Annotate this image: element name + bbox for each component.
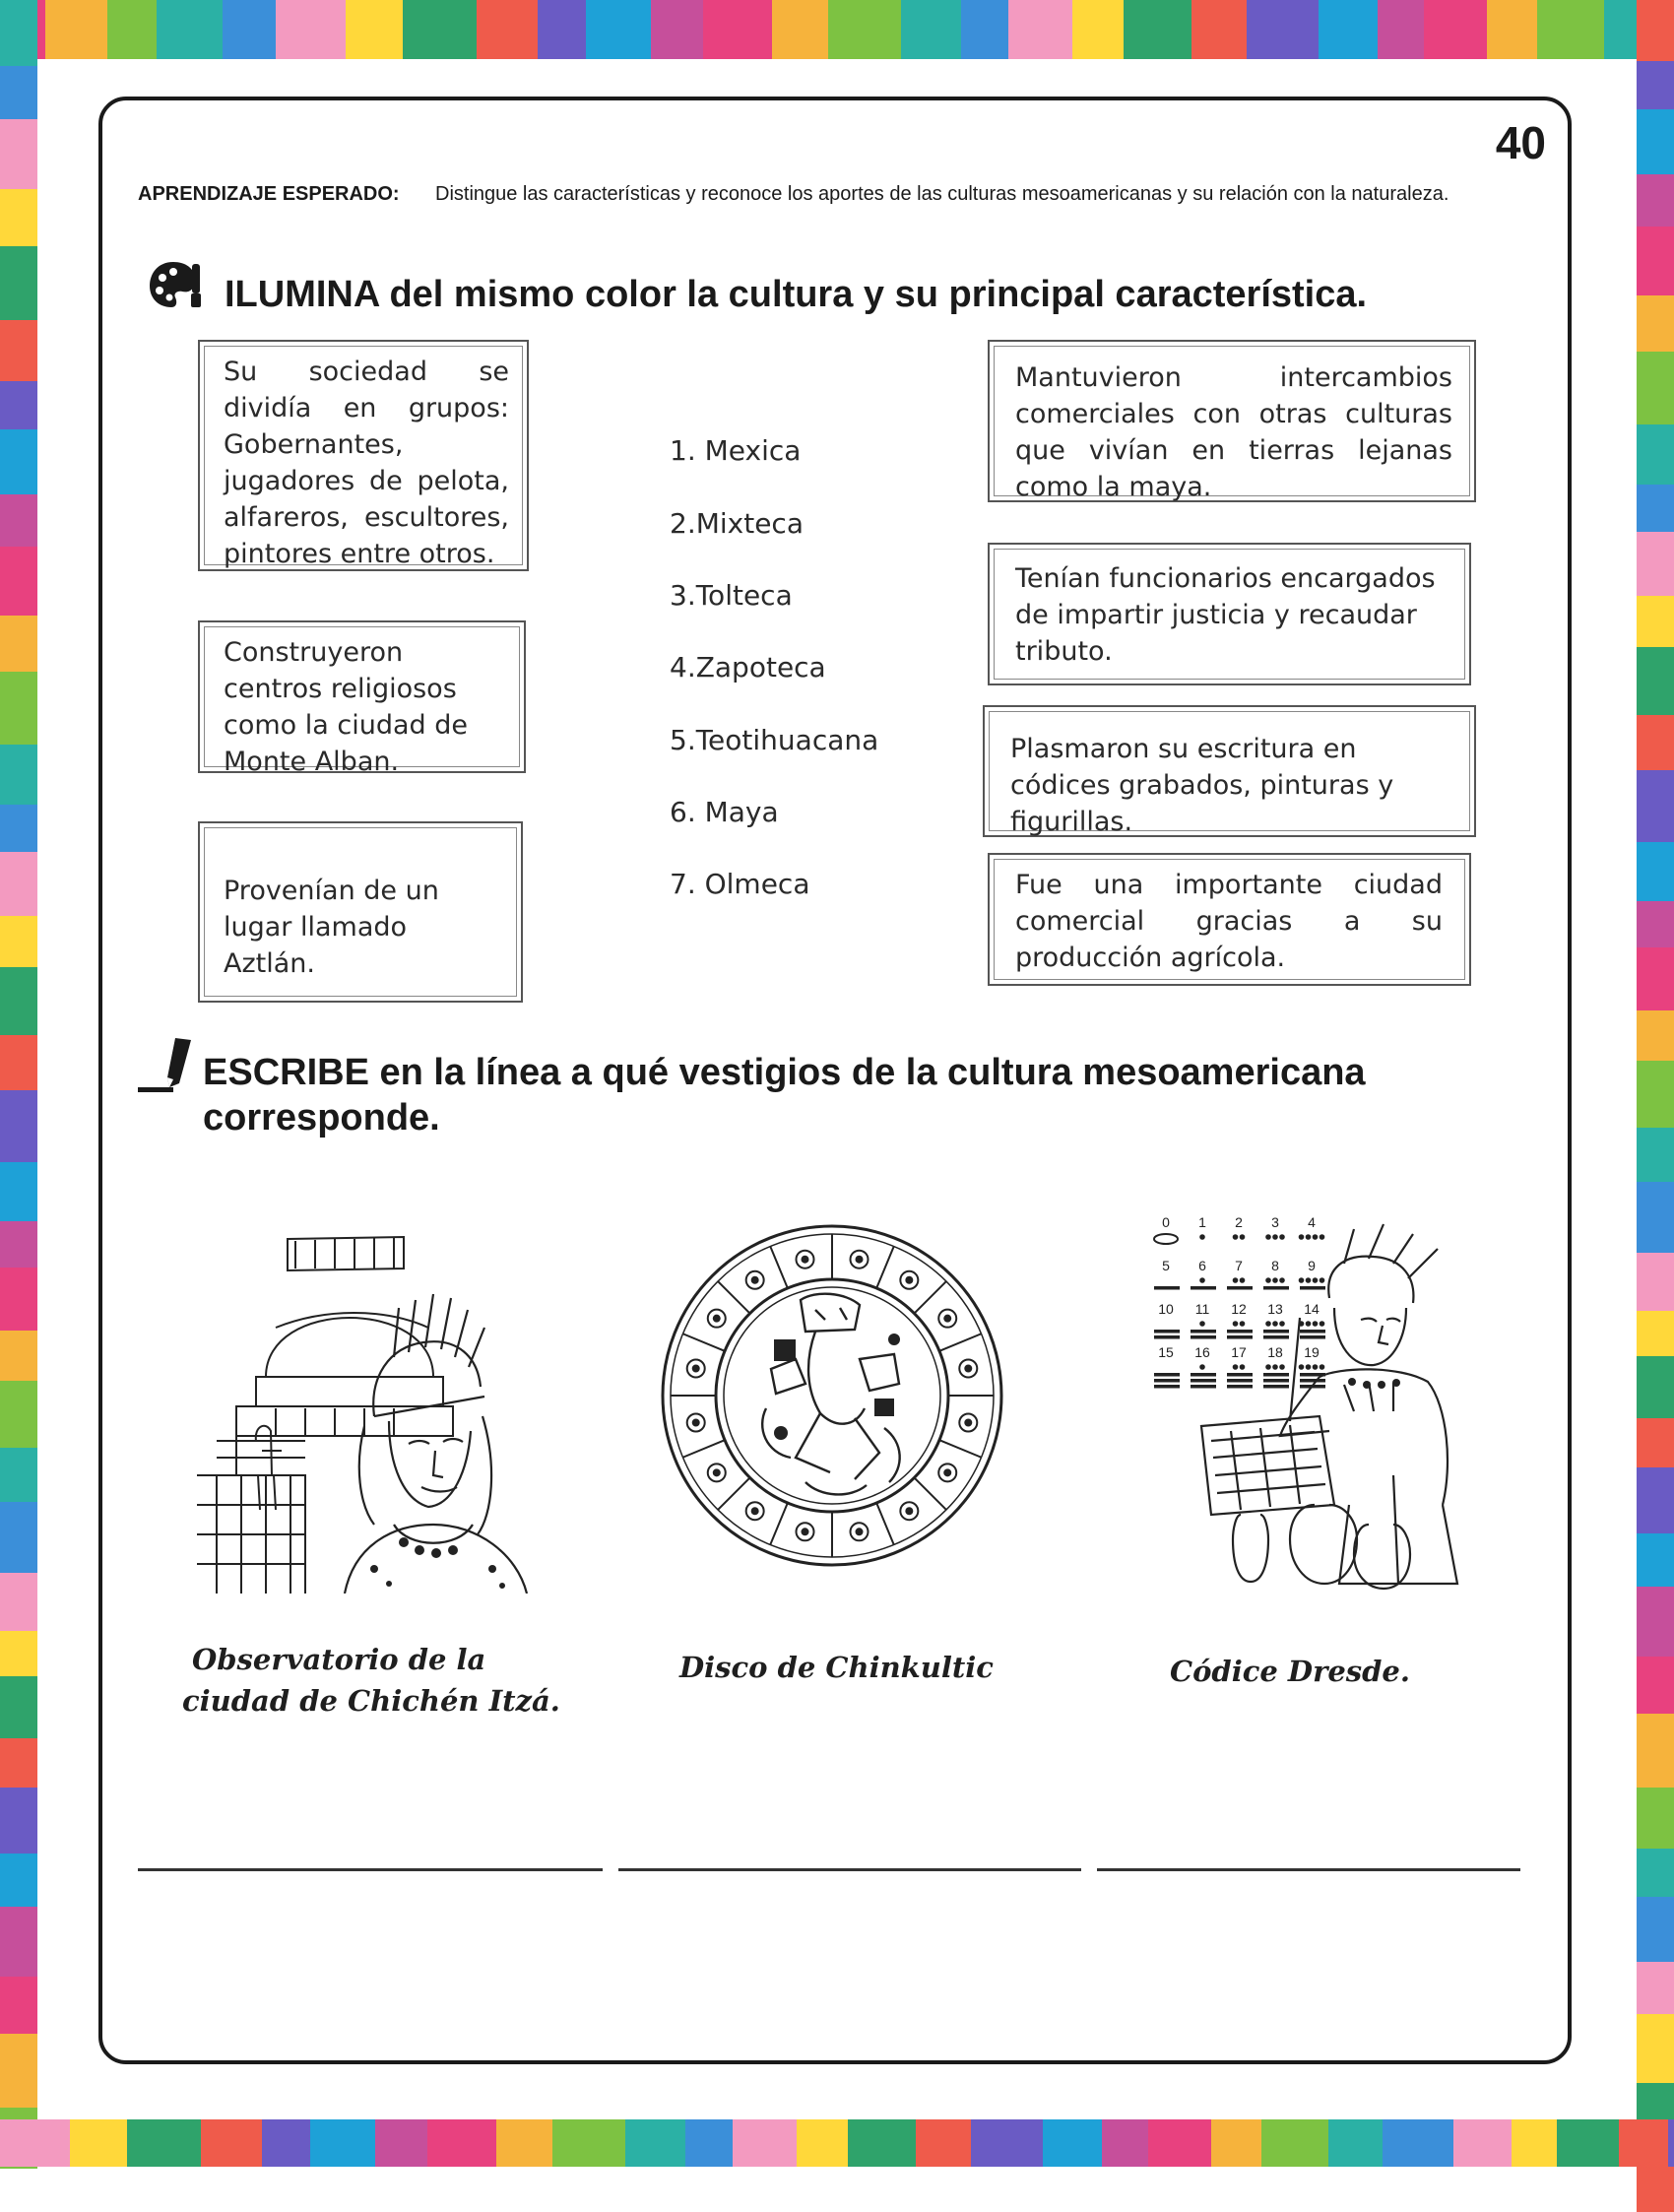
maya-dot-glyph (1306, 1277, 1312, 1283)
maya-bar-glyph (1300, 1379, 1325, 1383)
maya-dot-glyph (1240, 1277, 1246, 1283)
maya-numeral-label: 6 (1198, 1258, 1206, 1273)
characteristic-box-left-2 (198, 620, 526, 777)
maya-bar-glyph (1227, 1335, 1253, 1339)
maya-dot-glyph (1313, 1234, 1319, 1240)
maya-dot-glyph (1320, 1321, 1325, 1327)
maya-numeral-label: 19 (1304, 1344, 1320, 1360)
maya-dot-glyph (1279, 1364, 1285, 1370)
maya-bar-glyph (1300, 1330, 1325, 1334)
maya-numeral-label: 2 (1235, 1214, 1243, 1230)
palette-icon (148, 258, 203, 311)
maya-dot-glyph (1233, 1277, 1239, 1283)
page-number: 40 (1495, 117, 1546, 168)
maya-bar-glyph (1154, 1330, 1180, 1334)
maya-dot-glyph (1272, 1364, 1278, 1370)
maya-bar-glyph (1191, 1385, 1216, 1389)
maya-numeral-label: 8 (1271, 1258, 1279, 1273)
maya-bar-glyph (1263, 1385, 1289, 1389)
pencil-icon (138, 1034, 197, 1095)
maya-bar-glyph (1263, 1373, 1289, 1377)
maya-numeral-label: 5 (1162, 1258, 1170, 1273)
maya-numeral-label: 0 (1162, 1214, 1170, 1230)
maya-dot-glyph (1265, 1234, 1271, 1240)
maya-dot-glyph (1299, 1277, 1305, 1283)
maya-bar-glyph (1227, 1373, 1253, 1377)
maya-numeral-label: 18 (1267, 1344, 1283, 1360)
maya-bar-glyph (1154, 1373, 1180, 1377)
maya-bar-glyph (1300, 1286, 1325, 1290)
chinkultic-disc-illustration (658, 1221, 1006, 1570)
maya-bar-glyph (1227, 1330, 1253, 1334)
maya-dot-glyph (1233, 1321, 1239, 1327)
maya-bar-glyph (1227, 1286, 1253, 1290)
maya-dot-glyph (1199, 1234, 1205, 1240)
characteristic-box-left-3 (198, 821, 523, 1003)
maya-bar-glyph (1263, 1379, 1289, 1383)
maya-dot-glyph (1279, 1234, 1285, 1240)
characteristic-box-right-2 (988, 543, 1471, 685)
caption-codice: Códice Dresde. (1170, 1655, 1410, 1688)
maya-dot-glyph (1272, 1277, 1278, 1283)
maya-bar-glyph (1154, 1379, 1180, 1383)
maya-numeral-label: 11 (1194, 1301, 1210, 1317)
maya-dot-glyph (1279, 1321, 1285, 1327)
maya-numeral-label: 4 (1308, 1214, 1316, 1230)
characteristic-box-right-1 (988, 340, 1476, 502)
maya-dot-glyph (1240, 1321, 1246, 1327)
maya-dot-glyph (1299, 1234, 1305, 1240)
maya-numeral-label: 1 (1198, 1214, 1206, 1230)
objective-text: Distingue las características y reconoce los aportes de las culturas mesoamericanas y su relación con la naturaleza. (435, 183, 1449, 205)
maya-dot-glyph (1240, 1364, 1246, 1370)
maya-numeral-label: 3 (1271, 1214, 1279, 1230)
maya-dot-glyph (1265, 1277, 1271, 1283)
culture-item: 2.Mixteca (670, 507, 804, 540)
maya-numeral-label: 17 (1231, 1344, 1247, 1360)
answer-line-1[interactable] (138, 1868, 603, 1871)
left-pencil-border (0, 0, 37, 2167)
culture-item: 4.Zapoteca (670, 651, 826, 683)
culture-item: 6. Maya (670, 796, 779, 828)
maya-dot-glyph (1313, 1277, 1319, 1283)
maya-bar-glyph (1191, 1330, 1216, 1334)
maya-dot-glyph (1320, 1234, 1325, 1240)
characteristic-text: Plasmaron su escritura en códices grabados, pinturas y figurillas. (1010, 734, 1394, 837)
maya-dot-glyph (1279, 1277, 1285, 1283)
culture-item: 1. Mexica (670, 434, 802, 467)
maya-numeral-label: 12 (1231, 1301, 1247, 1317)
culture-item: 3.Tolteca (670, 579, 793, 612)
maya-numeral-label: 13 (1267, 1301, 1283, 1317)
maya-numeral-label: 10 (1158, 1301, 1174, 1317)
maya-dot-glyph (1320, 1277, 1325, 1283)
maya-dot-glyph (1199, 1277, 1205, 1283)
maya-dot-glyph (1306, 1321, 1312, 1327)
maya-dot-glyph (1306, 1234, 1312, 1240)
maya-bar-glyph (1263, 1330, 1289, 1334)
maya-dot-glyph (1313, 1321, 1319, 1327)
maya-dot-glyph (1199, 1364, 1205, 1370)
maya-dot-glyph (1320, 1364, 1325, 1370)
maya-bar-glyph (1227, 1385, 1253, 1389)
maya-dot-glyph (1313, 1364, 1319, 1370)
answer-line-3[interactable] (1097, 1868, 1520, 1871)
maya-bar-glyph (1154, 1286, 1180, 1290)
maya-bar-glyph (1154, 1335, 1180, 1339)
objective-label: APRENDIZAJE ESPERADO: (138, 183, 400, 205)
maya-numeral-label: 16 (1194, 1344, 1210, 1360)
maya-dot-glyph (1265, 1321, 1271, 1327)
maya-bar-glyph (1227, 1379, 1253, 1383)
characteristic-text: Tenían funcionarios encargados de impartir justicia y recaudar tributo. (1015, 563, 1436, 667)
characteristic-box-right-4 (988, 853, 1471, 986)
maya-dot-glyph (1299, 1364, 1305, 1370)
answer-line-2[interactable] (618, 1868, 1081, 1871)
maya-dot-glyph (1265, 1364, 1271, 1370)
bottom-pencil-border (0, 2119, 1674, 2167)
maya-bar-glyph (1191, 1335, 1216, 1339)
maya-numeral-label: 14 (1304, 1301, 1320, 1317)
maya-dot-glyph (1272, 1234, 1278, 1240)
characteristic-text: Construyeron centros religiosos como la ciudad de Monte Alban. (224, 637, 469, 777)
maya-dot-glyph (1233, 1364, 1239, 1370)
characteristic-box-left-1 (198, 340, 529, 571)
culture-item: 7. Olmeca (670, 868, 810, 900)
characteristic-text: Su sociedad se dividía en grupos: Gobernantes, jugadores de pelota, alfareros, escultores, pintores entre otros. (224, 357, 509, 569)
dresden-codex-scribe-illustration (1142, 1209, 1467, 1595)
maya-dot-glyph (1233, 1234, 1239, 1240)
maya-bar-glyph (1191, 1379, 1216, 1383)
top-pencil-border (0, 0, 1674, 59)
maya-bar-glyph (1263, 1286, 1289, 1290)
maya-bar-glyph (1154, 1385, 1180, 1389)
activity1-instruction: ILUMINA del mismo color la cultura y su principal característica. (225, 274, 1368, 315)
maya-bar-glyph (1300, 1335, 1325, 1339)
maya-shell-glyph (1154, 1234, 1178, 1244)
maya-dot-glyph (1306, 1364, 1312, 1370)
caption-observatorio: Observatorio de la ciudad de Chichén Itzá. (182, 1643, 560, 1718)
maya-bar-glyph (1263, 1335, 1289, 1339)
maya-numeral-label: 9 (1308, 1258, 1316, 1273)
characteristic-box-right-3 (983, 705, 1476, 837)
maya-dot-glyph (1272, 1321, 1278, 1327)
culture-item: 5.Teotihuacana (670, 724, 879, 756)
maya-bar-glyph (1191, 1286, 1216, 1290)
maya-numeral-label: 15 (1158, 1344, 1174, 1360)
characteristic-text: Provenían de un lugar llamado Aztlán. (224, 876, 439, 979)
right-pencil-border (1637, 0, 1674, 2167)
maya-dot-glyph (1199, 1321, 1205, 1327)
maya-bar-glyph (1191, 1373, 1216, 1377)
characteristic-text: Fue una importante ciudad comercial gracias a su producción agrícola. (1015, 870, 1443, 973)
maya-numeral-label: 7 (1235, 1258, 1243, 1273)
caption-disco: Disco de Chinkultic (679, 1651, 994, 1684)
characteristic-text: Mantuvieron intercambios comerciales con otras culturas que vivían en tierras lejanas como la maya. (1015, 362, 1452, 502)
observatory-warrior-illustration (197, 1229, 532, 1594)
maya-dot-glyph (1240, 1234, 1246, 1240)
activity2-instruction: ESCRIBE en la línea a qué vestigios de la cultura mesoamericana corresponde. (203, 1052, 1366, 1139)
